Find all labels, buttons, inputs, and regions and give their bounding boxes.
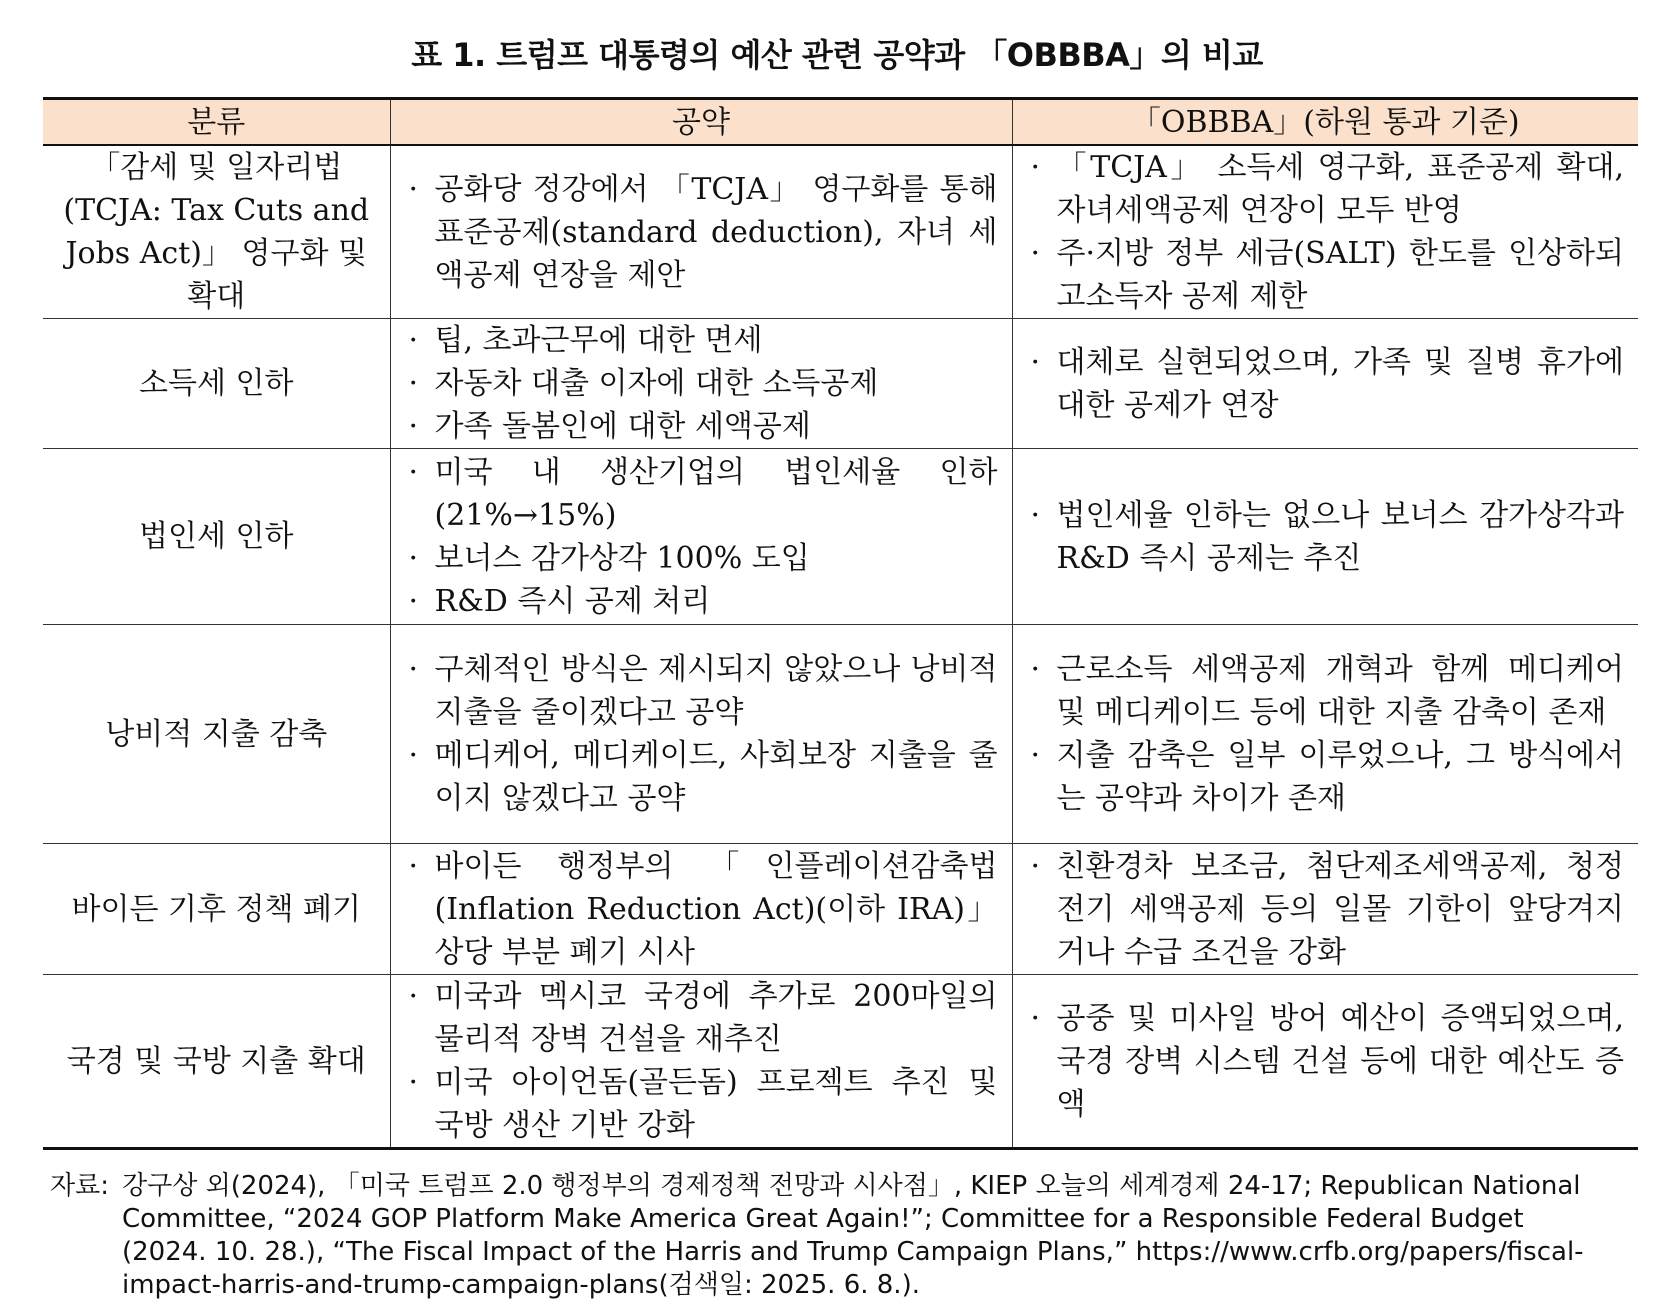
table-header-row — [43, 99, 1638, 146]
obbba-item: · 친환경차 보조금, 첨단제조세액공제, 청정전기 세액공제 등의 일몰 기한이 앞당겨지거나 수급 조건을 강화 — [1027, 845, 1625, 974]
row-category: 국경 및 국방 지출 확대 — [43, 975, 390, 1149]
table-row — [43, 145, 1638, 319]
row-category: 바이든 기후 정책 폐기 — [43, 844, 390, 975]
table-row — [43, 319, 1638, 449]
row-category: 낭비적 지출 감축 — [43, 625, 390, 844]
pledge-item: · 미국 내 생산기업의 법인세율 인하 (21%→15%) — [405, 451, 998, 537]
pledge-item: · 미국 아이언돔(골든돔) 프로젝트 추진 및 국방 생산 기반 강화 — [405, 1061, 998, 1147]
source-note — [50, 1170, 1590, 1302]
obbba-item: · 대체로 실현되었으며, 가족 및 질병 휴가에 대한 공제가 연장 — [1027, 341, 1625, 427]
obbba-cell — [1012, 319, 1638, 449]
pledge-item: · 보너스 감가상각 100% 도입 — [405, 537, 998, 580]
row-category: 「감세 및 일자리법(TCJA: Tax Cuts and Jobs Act)」 영구화 및 확대 — [43, 145, 390, 319]
source-label: 자료: — [50, 1171, 109, 1201]
pledge-cell — [390, 145, 1012, 319]
obbba-item: · 「TCJA」 소득세 영구화, 표준공제 확대, 자녀세액공제 연장이 모두 반영 — [1027, 146, 1625, 232]
obbba-item: · 주·지방 정부 세금(SALT) 한도를 인상하되 고소득자 공제 제한 — [1027, 232, 1625, 318]
table-title: 표 1. 트럼프 대통령의 예산 관련 공약과 「OBBBA」의 비교 — [411, 36, 1263, 74]
pledge-item: · R&D 즉시 공제 처리 — [405, 580, 998, 623]
pledge-item: · 가족 돌봄인에 대한 세액공제 — [405, 405, 998, 448]
pledge-item: · 공화당 정강에서 「TCJA」 영구화를 통해 표준공제(standard deduction), 자녀 세액공제 연장을 제안 — [405, 168, 998, 297]
pledge-cell — [390, 449, 1012, 625]
obbba-cell — [1012, 844, 1638, 975]
row-category: 법인세 인하 — [43, 449, 390, 625]
obbba-item: · 지출 감축은 일부 이루었으나, 그 방식에서는 공약과 차이가 존재 — [1027, 734, 1625, 820]
obbba-item: · 법인세율 인하는 없으나 보너스 감가상각과 R&D 즉시 공제는 추진 — [1027, 494, 1625, 580]
header-obbba: 「OBBBA」(하원 통과 기준) — [1012, 99, 1638, 146]
pledge-cell — [390, 844, 1012, 975]
obbba-cell — [1012, 145, 1638, 319]
header-category: 분류 — [43, 99, 390, 146]
obbba-item: · 근로소득 세액공제 개혁과 함께 메디케어 및 메디케이드 등에 대한 지출 감축이 존재 — [1027, 648, 1625, 734]
obbba-cell — [1012, 975, 1638, 1149]
pledge-item: · 구체적인 방식은 제시되지 않았으나 낭비적 지출을 줄이겠다고 공약 — [405, 648, 998, 734]
pledge-cell — [390, 625, 1012, 844]
table-row — [43, 975, 1638, 1149]
obbba-cell — [1012, 449, 1638, 625]
table-row — [43, 844, 1638, 975]
pledge-cell — [390, 975, 1012, 1149]
pledge-item: · 메디케어, 메디케이드, 사회보장 지출을 줄이지 않겠다고 공약 — [405, 734, 998, 820]
table-row — [43, 625, 1638, 844]
pledge-item: · 팁, 초과근무에 대한 면세 — [405, 319, 998, 362]
comparison-table — [43, 97, 1638, 1150]
source-text: 강구상 외(2024), 「미국 트럼프 2.0 행정부의 경제정책 전망과 시사점」, KIEP 오늘의 세계경제 24-17; Republican National Committee, “2024 GOP Platform Make America Great Again!”; Committee for a Responsible Federal Budget (2024. 10. 28.), “The Fiscal Impact of the Harris and Trump Campaign Plans,” https://www.crfb.org/papers/fiscal-impact-harris-and-trump-campaign-plans(검색일: 2025. 6. 8.). — [122, 1171, 1584, 1300]
pledge-item: · 자동차 대출 이자에 대한 소득공제 — [405, 362, 998, 405]
header-pledge: 공약 — [390, 99, 1012, 146]
obbba-item: · 공중 및 미사일 방어 예산이 증액되었으며, 국경 장벽 시스템 건설 등에 대한 예산도 증액 — [1027, 997, 1625, 1126]
table-row — [43, 449, 1638, 625]
obbba-cell — [1012, 625, 1638, 844]
pledge-cell — [390, 319, 1012, 449]
pledge-item: · 바이든 행정부의 「인플레이션감축법(Inflation Reduction Act)(이하 IRA)」 상당 부분 폐기 시사 — [405, 845, 998, 974]
pledge-item: · 미국과 멕시코 국경에 추가로 200마일의 물리적 장벽 건설을 재추진 — [405, 975, 998, 1061]
row-category: 소득세 인하 — [43, 319, 390, 449]
